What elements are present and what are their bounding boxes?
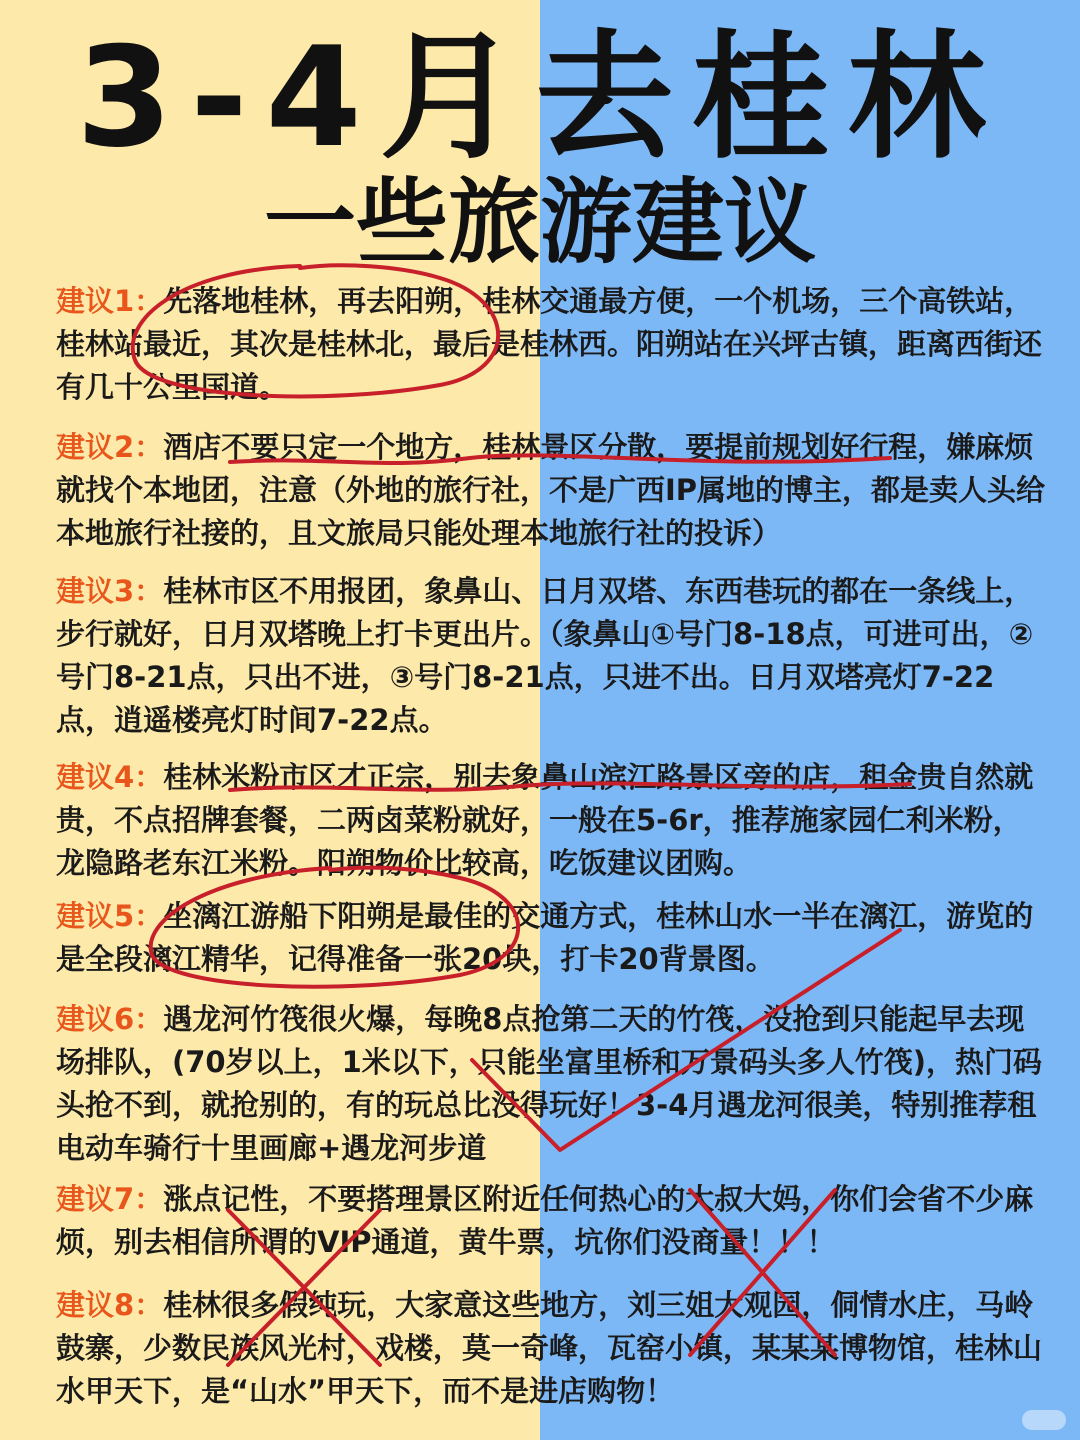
tip-text: 坐漓江游船下阳朔是最佳的交通方式，桂林山水一半在漓江，游览的是全段漓江精华，记得准备一张20块，打卡20背景图。	[56, 899, 1034, 976]
tip-1	[56, 280, 1046, 409]
tip-text: 桂林米粉市区才正宗，别去象鼻山滨江路景区旁的店，租金贵自然就贵，不点招牌套餐，二两卤菜粉就好，一般在5-6r，推荐施家园仁利米粉，龙隐路老东江米粉。阳朔物价比较高，吃饭建议团购。	[56, 760, 1034, 880]
tip-label: 建议4：	[56, 760, 164, 794]
tip-6	[56, 998, 1046, 1170]
tip-2	[56, 426, 1046, 555]
tip-3	[56, 570, 1046, 742]
tip-text: 桂林很多假纯玩，大家意这些地方，刘三姐大观园，侗情水庄，马岭鼓寨，少数民族风光村，戏楼，莫一奇峰，瓦窑小镇，某某某博物馆，桂林山水甲天下，是“山水”甲天下，而不是进店购物！	[56, 1288, 1043, 1408]
page-subtitle: 一些旅游建议	[263, 169, 816, 276]
tip-label: 建议1：	[56, 284, 164, 318]
tip-text: 酒店不要只定一个地方，桂林景区分散，要提前规划好行程，嫌麻烦就找个本地团，注意（外地的旅行社，不是广西IP属地的博主，都是卖人头给本地旅行社接的，且文旅局只能处理本地旅行社的投诉）	[56, 430, 1046, 550]
tip-text: 遇龙河竹筏很火爆，每晚8点抢第二天的竹筏，没抢到只能起早去现场排队，(70岁以上，1米以下，只能坐富里桥和万景码头多人竹筏)，热门码头抢不到，就抢别的，有的玩总比没得玩好！3-4月遇龙河很美，特别推荐租电动车骑行十里画廊+遇龙河步道	[56, 1002, 1043, 1165]
tip-label: 建议3：	[56, 574, 164, 608]
tip-label: 建议2：	[56, 430, 164, 464]
page-title: 3-4月去桂林	[76, 17, 1004, 178]
tip-7	[56, 1178, 1046, 1264]
tip-label: 建议6：	[56, 1002, 164, 1036]
tip-4	[56, 756, 1046, 885]
watermark	[1022, 1410, 1066, 1430]
tip-label: 建议8：	[56, 1288, 164, 1322]
tip-text: 桂林市区不用报团，象鼻山、日月双塔、东西巷玩的都在一条线上，步行就好，日月双塔晚上打卡更出片。（象鼻山①号门8-18点，可进可出，②号门8-21点，只出不进，③号门8-21点，只进不出。日月双塔亮灯7-22点，逍遥楼亮灯时间7-22点。	[56, 574, 1034, 737]
tip-5	[56, 895, 1046, 981]
tip-text: 先落地桂林，再去阳朔，桂林交通最方便，一个机场，三个高铁站，桂林站最近，其次是桂林北，最后是桂林西。阳朔站在兴坪古镇，距离西街还有几十公里国道。	[56, 284, 1043, 404]
tip-8	[56, 1284, 1046, 1413]
tip-label: 建议5：	[56, 899, 164, 933]
tip-label: 建议7：	[56, 1182, 164, 1216]
tip-text: 涨点记性，不要搭理景区附近任何热心的大叔大妈，你们会省不少麻烦，别去相信所谓的VIP通道，黄牛票，坑你们没商量！！！	[56, 1182, 1034, 1259]
